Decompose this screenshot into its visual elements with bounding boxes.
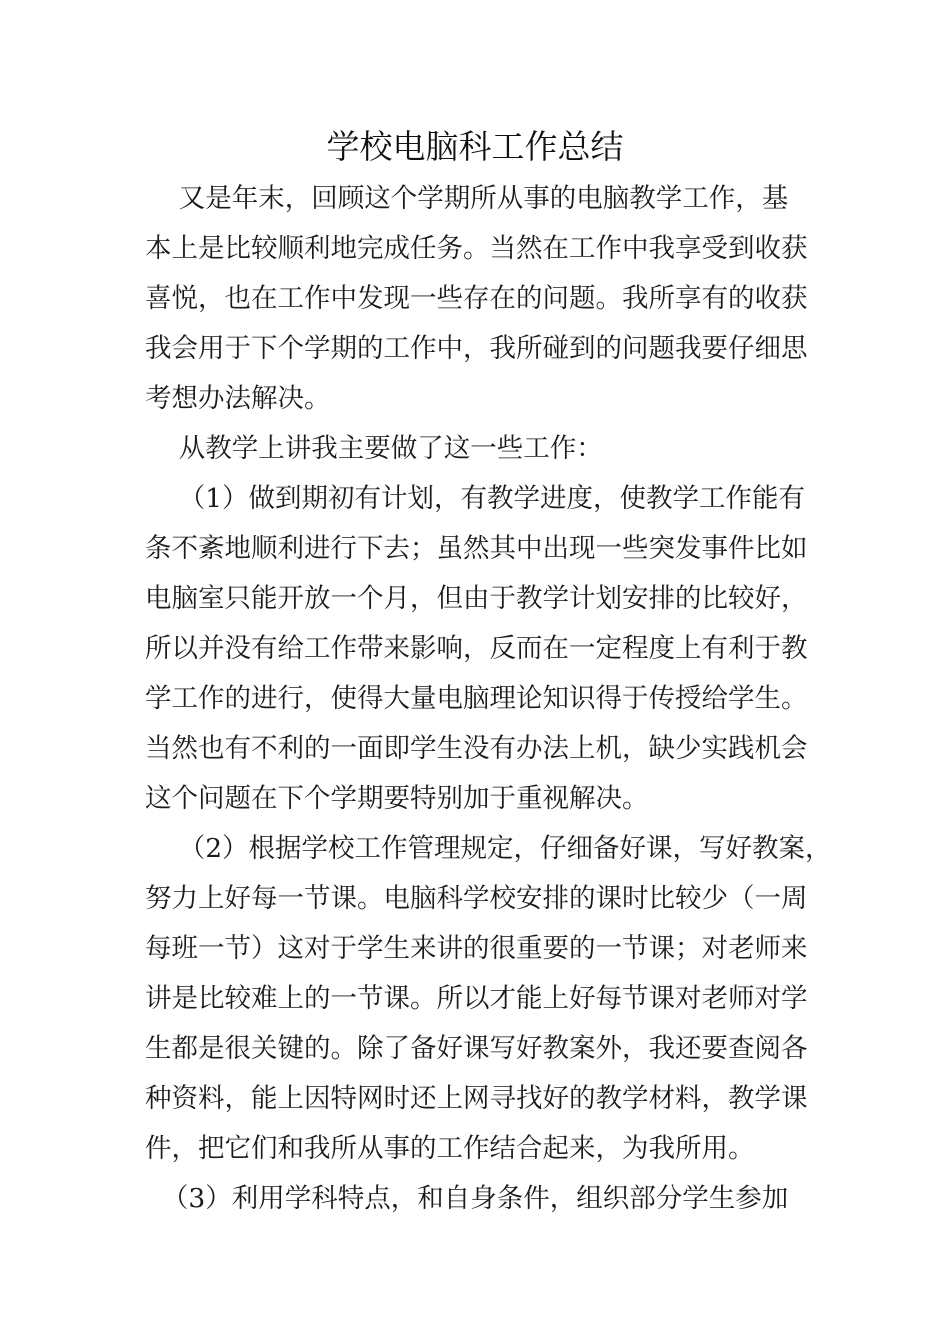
text-line: 电脑室只能开放一个月，但由于教学计划安排的比较好， [145, 583, 808, 614]
text-line: （1）做到期初有计划，有教学进度，使教学工作能有 [145, 483, 806, 514]
text-line: （3）利用学科特点，和自身条件，组织部分学生参加 [145, 1183, 789, 1214]
text-line: 这个问题在下个学期要特别加于重视解决。 [145, 783, 649, 814]
document-title: 学校电脑科工作总结 [326, 127, 624, 166]
text-line: 考想办法解决。 [145, 383, 331, 414]
text-line: 讲是比较难上的一节课。所以才能上好每节课对老师对学 [145, 983, 808, 1014]
text-line: 喜悦，也在工作中发现一些存在的问题。我所享有的收获 [145, 283, 808, 314]
text-line: 学工作的进行，使得大量电脑理论知识得于传授给学生。 [145, 683, 808, 714]
text-line: 又是年末，回顾这个学期所从事的电脑教学工作，基 [145, 183, 789, 214]
text-line: 努力上好每一节课。电脑科学校安排的课时比较少（一周 [145, 883, 808, 914]
text-line: 从教学上讲我主要做了这一些工作： [145, 433, 603, 464]
text-line: 件，把它们和我所从事的工作结合起来，为我所用。 [145, 1133, 755, 1164]
text-line: 我会用于下个学期的工作中，我所碰到的问题我要仔细思 [145, 333, 808, 364]
text-line: 条不紊地顺利进行下去；虽然其中出现一些突发事件比如 [145, 533, 808, 564]
text-line: 当然也有不利的一面即学生没有办法上机，缺少实践机会 [145, 733, 808, 764]
text-line: 本上是比较顺利地完成任务。当然在工作中我享受到收获 [145, 233, 808, 264]
text-line: 每班一节）这对于学生来讲的很重要的一节课；对老师来 [145, 933, 808, 964]
text-line: 所以并没有给工作带来影响，反而在一定程度上有利于教 [145, 633, 808, 664]
text-line: 生都是很关键的。除了备好课写好教案外，我还要查阅各 [145, 1033, 808, 1064]
text-line: 种资料，能上因特网时还上网寻找好的教学材料，教学课 [145, 1083, 808, 1114]
text-line: （2）根据学校工作管理规定，仔细备好课，写好教案， [145, 833, 832, 864]
